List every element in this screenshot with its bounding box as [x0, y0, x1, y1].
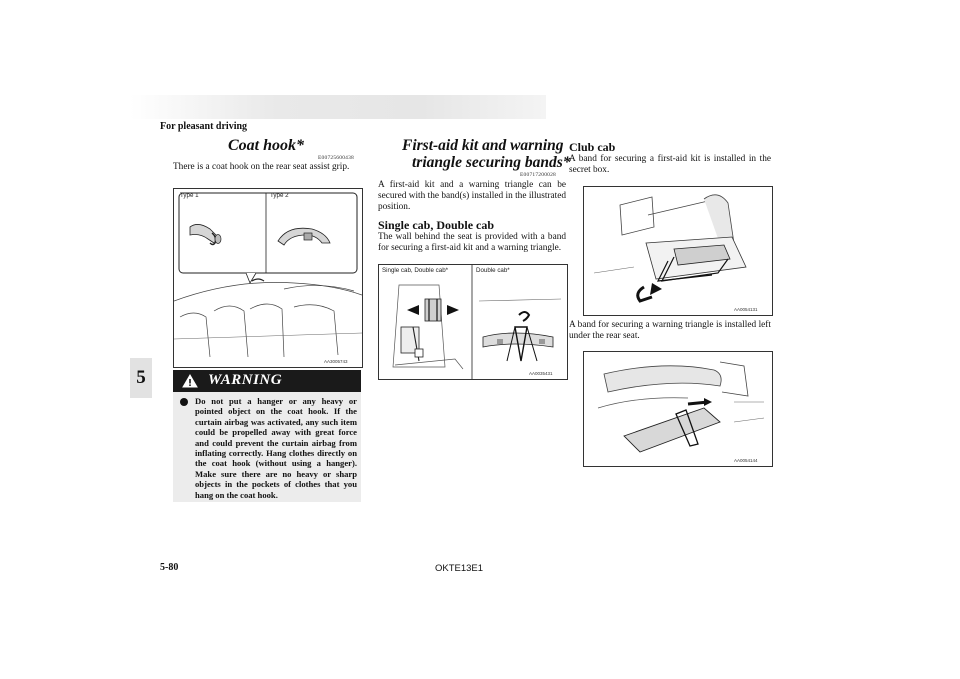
- coat-hook-title: Coat hook*: [228, 137, 305, 154]
- secret-box-illustration: [584, 187, 772, 315]
- club-cab-body2: A band for securing a warning triangle is installed left under the rear seat.: [569, 320, 771, 341]
- first-aid-intro: A first-aid kit and a warning triangle can be secured with the band(s) installed in the illustrated position.: [378, 180, 566, 212]
- first-aid-title-line2: triangle securing bands*: [412, 154, 571, 171]
- first-aid-illustration: [379, 265, 567, 379]
- warning-title: WARNING: [208, 372, 283, 388]
- warning-text: Do not put a hanger or any heavy or pointed object on the coat hook. If the curtain airbag was activated, any such item could be propelled away with great force and could prevent the curtain airbag from inflating correctly. Hang clothes directly on the coat hook (without using a hanger). Make sure there are no heavy or sharp objects in the pockets of clothes that you hang on the coat hook.: [195, 396, 357, 500]
- club-cab-heading: Club cab: [569, 140, 616, 154]
- club-cab-figure2: [583, 351, 773, 467]
- first-aid-code: E00717200028: [520, 172, 557, 178]
- type2-label: Type 2: [270, 192, 289, 199]
- document-code: OKTE13E1: [435, 563, 484, 574]
- coat-hook-code: E00725600438: [318, 155, 355, 161]
- single-cab-body: The wall behind the seat is provided with a band for securing a first-aid kit and a warning triangle.: [378, 232, 566, 253]
- type1-label: Type 1: [180, 192, 199, 199]
- first-aid-figure-code: AA0035431: [529, 371, 553, 376]
- figure-label-single-double: Single cab, Double cab*: [382, 267, 449, 274]
- figure-label-double: Double cab*: [476, 267, 510, 274]
- warning-triangle-icon: [182, 374, 198, 388]
- coat-hook-figure: [173, 188, 363, 368]
- club-cab-figure1-code: AA0054131: [734, 307, 758, 312]
- first-aid-title-line1: First-aid kit and warning: [402, 137, 564, 154]
- first-aid-figure: [378, 264, 568, 380]
- chapter-tab: 5: [130, 358, 152, 398]
- page-number: 5-80: [160, 562, 179, 573]
- coat-hook-body: There is a coat hook on the rear seat assist grip.: [173, 162, 350, 172]
- club-cab-body1: A band for securing a first-aid kit is installed in the secret box.: [569, 154, 771, 175]
- coat-hook-illustration: [174, 189, 362, 367]
- club-cab-figure1: [583, 186, 773, 316]
- section-title: For pleasant driving: [160, 121, 248, 132]
- bullet-icon: [180, 398, 188, 406]
- club-cab-figure2-code: AA0054144: [734, 458, 758, 463]
- coat-hook-figure-code: AA3005743: [324, 359, 348, 364]
- header-band: [130, 95, 546, 119]
- rear-seat-triangle-illustration: [584, 352, 772, 466]
- single-cab-heading: Single cab, Double cab: [378, 218, 495, 232]
